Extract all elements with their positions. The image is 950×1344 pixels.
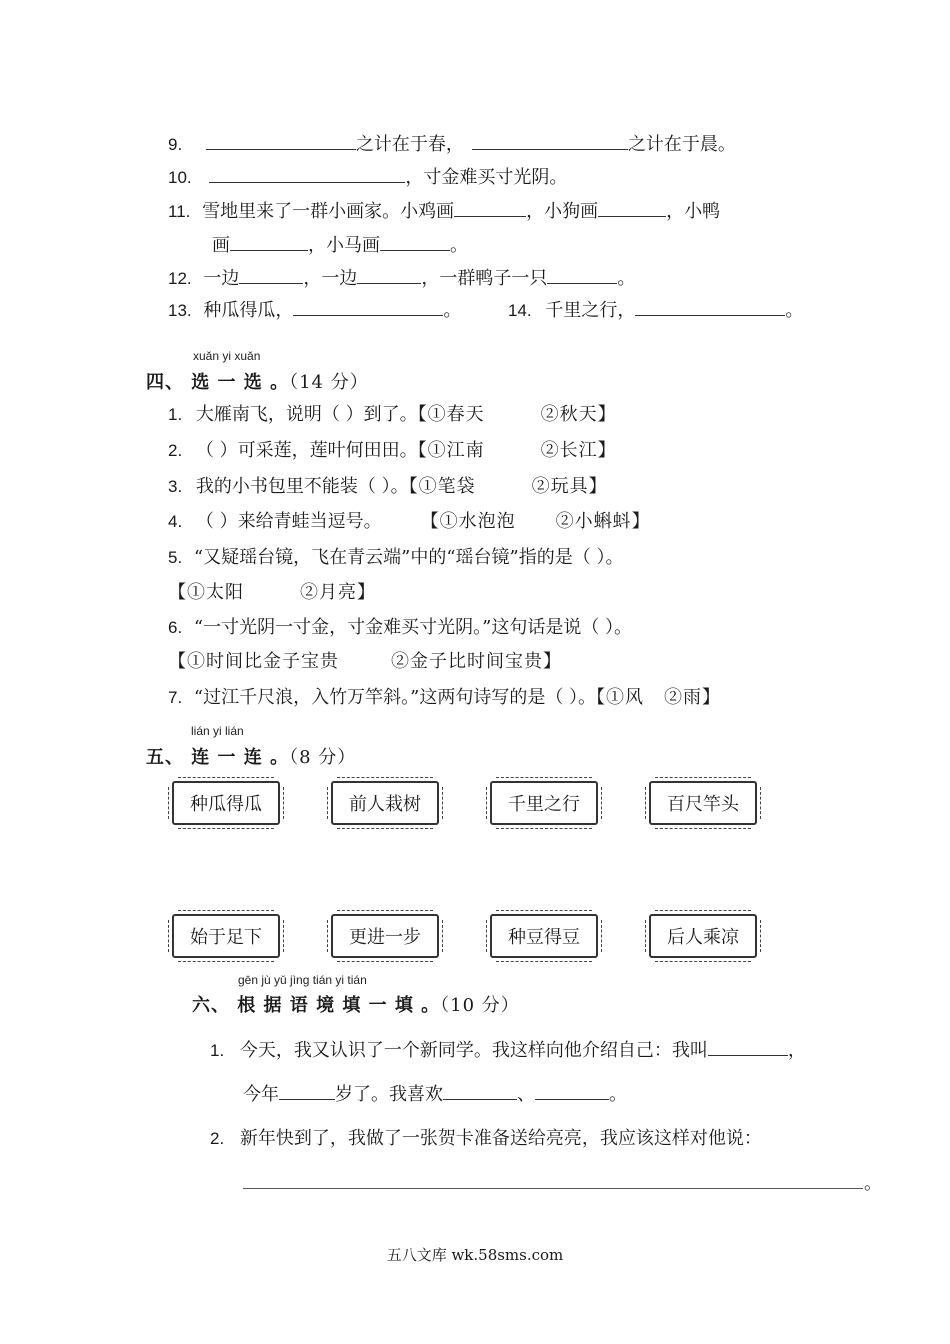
answer-blank[interactable] [357,265,421,284]
context-q2-end: 。 [864,1173,882,1194]
choice-q3: 3. 我的小书包里不能装（ ）。【①笔袋 ②玩具】 [168,476,608,497]
sec5-pinyin: lián yi lián [191,724,244,738]
match-card-top-4[interactable]: 百尺竿头 [649,781,757,825]
match-card-bottom-4[interactable]: 后人乘凉 [649,914,757,958]
context-q2: 2. 新年快到了，我做了一张贺卡准备送给亮亮，我应该这样对他说： [210,1128,762,1149]
answer-blank[interactable] [230,232,308,251]
answer-blank[interactable] [443,1081,517,1100]
answer-line[interactable] [243,1188,863,1189]
answer-blank[interactable] [293,297,443,316]
answer-blank[interactable] [239,265,303,284]
choice-q4: 4. （ ）来给青蛙当逗号。 【①水泡泡 ②小蝌蚪】 [168,511,651,532]
sec4-pinyin: xuǎn yi xuǎn [193,349,261,363]
match-card-top-3[interactable]: 千里之行 [490,781,598,825]
answer-blank[interactable] [380,232,450,251]
choice-q6: 6. “一寸光阴一寸金，寸金难买寸光阴。”这句话是说（ ）。 [168,617,633,638]
sec5-title: 五、 连 一 连 。（8 分） [146,747,357,768]
answer-blank[interactable] [708,1037,788,1056]
match-card-bottom-3[interactable]: 种豆得豆 [490,914,598,958]
answer-blank[interactable] [535,1081,609,1100]
sec6-title: 六、 根 据 语 境 填 一 填 。（10 分） [192,995,520,1016]
q9: 9. 之计在于春， 之计在于晨。 [168,131,736,157]
match-card-top-2[interactable]: 前人栽树 [331,781,439,825]
answer-blank[interactable] [209,164,405,183]
choice-q5-options: 【①太阳 ②月亮】 [168,582,376,603]
answer-blank[interactable] [598,198,666,217]
answer-blank[interactable] [472,131,628,150]
answer-blank[interactable] [547,265,617,284]
answer-blank[interactable] [454,198,526,217]
match-card-bottom-2[interactable]: 更进一步 [331,914,439,958]
q11-cont: 画 ，小马画 。 [212,232,468,258]
q11: 11. 雪地里来了一群小画家。小鸡画 ，小狗画 ，小鸭 [168,198,720,224]
choice-q6-options: 【①时间比金子宝贵 ②金子比时间宝贵】 [168,651,562,672]
match-card-bottom-1[interactable]: 始于足下 [172,914,280,958]
q12: 12. 一边 ，一边 ，一群鸭子一只 。 [168,265,635,291]
footer-watermark: 五八文库 wk.58sms.com [386,1246,564,1264]
q14: 14. 千里之行， 。 [508,297,803,323]
match-card-top-1[interactable]: 种瓜得瓜 [172,781,280,825]
sec6-pinyin: gēn jù yǔ jìng tián yi tián [238,973,367,987]
sec4-title: 四、 选 一 选 。（14 分） [146,372,369,393]
choice-q2: 2. （ ）可采莲，莲叶何田田。【①江南 ②长江】 [168,440,617,461]
q10: 10. ，寸金难买寸光阴。 [168,164,567,190]
answer-blank[interactable] [206,131,356,150]
answer-blank[interactable] [279,1081,335,1100]
choice-q5: 5. “又疑瑶台镜，飞在青云端”中的“瑶台镜”指的是（ ）。 [168,547,624,568]
answer-blank[interactable] [635,297,785,316]
choice-q1: 1. 大雁南飞，说明（ ）到了。【①春天 ②秋天】 [168,404,617,425]
choice-q7: 7. “过江千尺浪，入竹万竿斜。”这两句诗写的是（ ）。【①风 ②雨】 [168,687,722,708]
q13: 13. 种瓜得瓜， 。 [168,297,461,323]
context-q1: 1. 今天，我又认识了一个新同学。我这样向他介绍自己：我叫 ， [210,1037,806,1063]
context-q1-cont: 今年 岁了。我喜欢 、 。 [243,1081,627,1107]
